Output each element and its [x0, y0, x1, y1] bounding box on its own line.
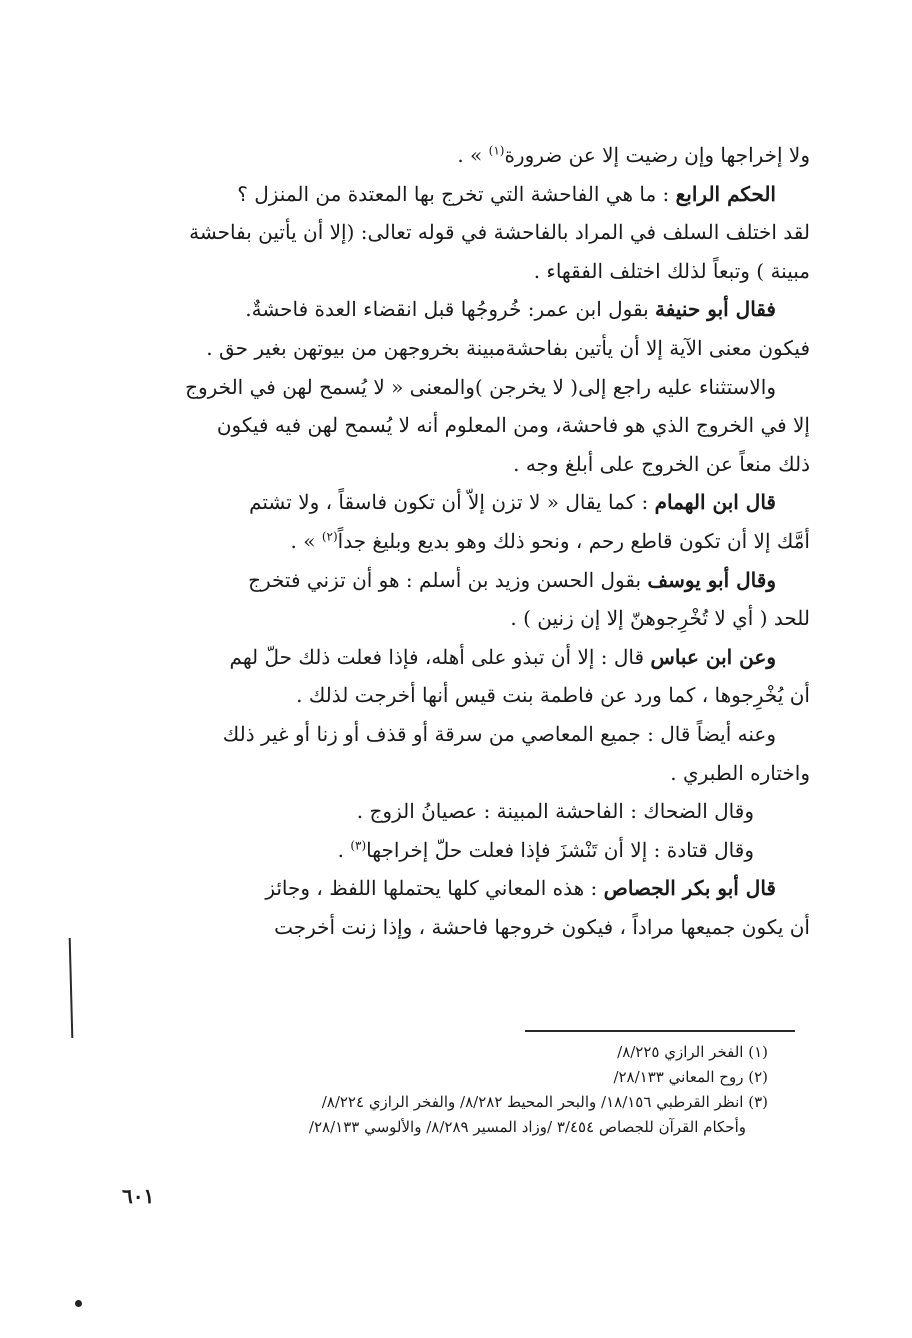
footnote-marker-1: (١) [488, 143, 505, 158]
text-line-15: أن يُخْرِجوها ، كما ورد عن فاطمة بنت قيس أنها أخرجت لذلك . [296, 683, 810, 708]
text-line-4: مبينة ) وتبعاً لذلك اختلف الفقهاء . [533, 258, 810, 283]
speaker-abu-yusuf: وقال أبو يوسف [647, 567, 776, 592]
section-heading-fourth-ruling: الحكم الرابع [675, 181, 776, 206]
footnote-3: (٣) انظر القرطبي ١٨/١٥٦/ والبحر المحيط ٨/٢٨٢/ والفخر الرازي ٨/٢٢٤/ [321, 1093, 768, 1111]
text-line-13: للحد ( أي لا تُخْرِجوهنّ إلا إن زنين ) . [510, 606, 810, 631]
footnote-3-continued: وأحكام القرآن للجصاص ٣/٤٥٤ /وزاد المسير ٨/٢٨٩/ والألوسي ٢٨/١٣٣/ [308, 1118, 746, 1136]
body-text [120, 136, 810, 946]
text-line-2: الحكم الرابع : ما هي الفاحشة التي تخرج بها المعتدة من المنزل ؟ [237, 181, 776, 206]
speaker-ibn-abbas: وعن ابن عباس [650, 644, 776, 669]
text-line-6: فيكون معنى الآية إلا أن يأتين بفاحشةمبينة بخروجهن من بيوتهن بغير حق . [206, 335, 810, 360]
text-line-17: واختاره الطبري . [670, 760, 810, 785]
text-line-7: والاستثناء عليه راجع إلى( لا يخرجن )والمعنى « لا يُسمح لهن في الخروج [185, 374, 776, 399]
text-line-11: أمَّك إلا أن تكون قاطع رحم ، ونحو ذلك وهو بديع وبليغ جداً$^{(٢)}$ » . [290, 528, 810, 553]
text-line-9: ذلك منعاً عن الخروج على أبلغ وجه . [513, 451, 810, 476]
text-line-5: فقال أبو حنيفة بقول ابن عمر: خُروجُها قبل انقضاء العدة فاحشةٌ. [245, 297, 776, 322]
footnote-2: (٢) روح المعاني ٢٨/١٣٣/ [613, 1068, 768, 1086]
text-line-21: أن يكون جميعها مراداً ، فيكون خروجها فاحشة ، وإذا زنت أخرجت [274, 914, 810, 939]
speaker-abu-bakr-al-jassas: قال أبو بكر الجصاص [603, 876, 776, 901]
text-line-10: قال ابن الهمام : كما يقال « لا تزن إلاّ أن تكون فاسقاً ، ولا تشتم [249, 490, 776, 515]
speaker-abu-hanifa: فقال أبو حنيفة [655, 297, 776, 322]
text-line-19: وقال قتادة : إلا أن تَنْشزَ فإذا فعلت حلّ إخراجها$^{(٣)}$ . [337, 837, 754, 862]
footnote-marker-2: (٢) [321, 529, 338, 544]
page-number: ٦٠١ [122, 1184, 155, 1208]
footnote-separator [525, 1030, 795, 1032]
text-line-16: وعنه أيضاً قال : جميع المعاصي من سرقة أو قذف أو زنا أو غير ذلك [222, 721, 776, 746]
speaker-ibn-al-humam: قال ابن الهمام [654, 490, 776, 515]
text-line-3: لقد اختلف السلف في المراد بالفاحشة في قوله تعالى: (إلا أن يأتين بفاحشة [189, 220, 810, 245]
footnote-1: (١) الفخر الرازي ٨/٢٢٥/ [617, 1043, 768, 1061]
margin-pencil-mark [69, 938, 74, 1038]
text-line-1: ولا إخراجها وإن رضيت إلا عن ضرورة$^{(١)}$ » . [457, 143, 810, 167]
footnote-marker-3: (٣) [350, 838, 367, 853]
ink-dot [75, 1300, 82, 1307]
footnotes [120, 1040, 768, 1140]
text-line-14: وعن ابن عباس قال : إلا أن تبذو على أهله، فإذا فعلت ذلك حلّ لهم [229, 644, 776, 669]
text-line-18: وقال الضحاك : الفاحشة المبينة : عصيانُ الزوج . [356, 799, 754, 824]
text-line-8: إلا في الخروج الذي هو فاحشة، ومن المعلوم أنه لا يُسمح لهن فيه فيكون [216, 413, 810, 438]
text-line-20: قال أبو بكر الجصاص : هذه المعاني كلها يحتملها اللفظ ، وجائز [265, 876, 776, 901]
text-line-12: وقال أبو يوسف بقول الحسن وزيد بن أسلم : هو أن تزني فتخرج [248, 567, 776, 592]
